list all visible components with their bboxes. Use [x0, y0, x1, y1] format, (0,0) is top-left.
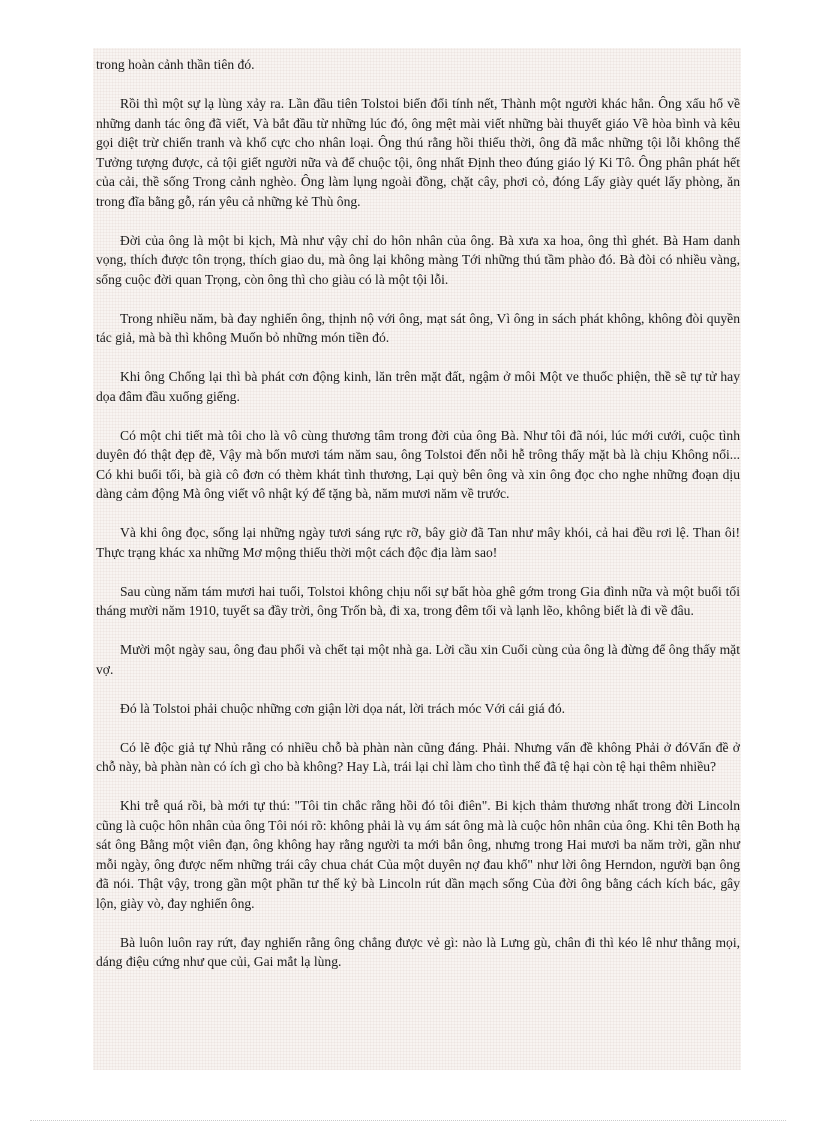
paragraph: trong hoàn cảnh thần tiên đó.	[96, 57, 255, 72]
paragraph: Và khi ông đọc, sống lại những ngày tươi sáng rực rỡ, bây giờ đã Tan như mây khói, cả hai đều rơi lệ. Than ôi! Thực trạng khác xa những Mơ mộng thiếu thời một cách độc địa làm sao!	[96, 525, 740, 560]
paragraph: Khi trễ quá rồi, bà mới tự thú: "Tôi tin chắc rằng hồi đó tôi điên". Bi kịch thảm thương nhất trong đời Lincoln cũng là cuộc hôn nhân của ông Tôi nói rõ: không phải là vụ ám sát ông mà là cuộc hôn nhân của ông. Khi tên Both hạ sát ông Bằng một viên đạn, ông không hay rằng người ta mới bắn ông, nhưng trong Hai mươi ba năm trời, gần như mỗi ngày, ông được nếm những trái cây chua chát Của một duyên nợ đau khổ" như lời ông Herndon, người bạn ông đã nói. Thật vậy, trong gần một phần tư thế kỷ bà Lincoln rút dần mạch sống Của đời ông bằng cách kích bác, gây lộn, giày vò, đay nghiến ông.	[96, 798, 740, 911]
paragraph: Khi ông Chống lại thì bà phát cơn động kinh, lăn trên mặt đất, ngậm ở môi Một ve thuốc phiện, thề sẽ tự tử hay dọa đâm đầu xuống giếng.	[96, 369, 740, 404]
paragraph: Đó là Tolstoi phải chuộc những cơn giận lời dọa nát, lời trách móc Với cái giá đó.	[120, 700, 566, 716]
paragraph: Đời của ông là một bi kịch, Mà như vậy chỉ do hôn nhân của ông. Bà xưa xa hoa, ông thì ghét. Bà Ham danh vọng, thích được tôn trọng, thích giao du, mà ông lại không màng Tới những thú tầm phào đó. Bà đòi có nhiều vàng, sống cuộc đời quan Trọng, còn ông thì cho giàu có là một tội lỗi.	[96, 232, 740, 287]
paragraph: Có lẽ độc giả tự Nhủ rằng có nhiều chỗ bà phàn nàn cũng đáng. Phải. Nhưng vấn đề không Phải ở đóVấn đề ở chỗ này, bà phàn nàn có ích gì cho bà không? Hay Là, trái lại chỉ làm cho tình thế đã tệ hại còn tệ hại thêm nhiều?	[96, 739, 740, 774]
paragraph: Trong nhiều năm, bà đay nghiến ông, thịnh nộ với ông, mạt sát ông, Vì ông in sách phát không, không đòi quyền tác giả, mà bà thì không Muốn bỏ những món tiền đó.	[96, 310, 740, 345]
paragraph: Sau cùng năm tám mươi hai tuổi, Tolstoi không chịu nổi sự bất hòa ghê gớm trong Gia đình nữa và một buổi tối tháng mười năm 1910, tuyết sa đầy trời, ông Trốn bà, đi xa, trong đêm tối và lạnh lẽo, không biết là đi về đâu.	[96, 583, 740, 618]
page-bottom-divider	[30, 1120, 786, 1121]
paragraph: Bà luôn luôn ray rứt, đay nghiến rằng ông chẳng được vẻ gì: nào là Lưng gù, chân đi thì kéo lê như thằng mọi, dáng điệu cứng như que củi, Gai mắt lạ lùng.	[96, 934, 740, 969]
paragraph: Có một chi tiết mà tôi cho là vô cùng thương tâm trong đời của ông Bà. Như tôi đã nói, lúc mới cưới, cuộc tình duyên đó thật đẹp đẽ, Vậy mà bốn mươi tám năm sau, ông Tolstoi đến nỗi hễ trông thấy mặt bà là chịu Không nổi... Có khi buổi tối, bà già cô đơn có thèm khát tình thương, Lại quỳ bên ông và xin ông đọc cho nghe những đoạn dịu dàng cảm động Mà ông viết vô nhật ký để tặng bà, năm mươi năm về trước.	[96, 427, 740, 501]
document-body	[96, 55, 740, 991]
paragraph: Mười một ngày sau, ông đau phổi và chết tại một nhà ga. Lời cầu xin Cuối cùng của ông là đừng để ông thấy mặt vợ.	[96, 642, 740, 677]
paragraph: Rồi thì một sự lạ lùng xảy ra. Lần đầu tiên Tolstoi biến đổi tính nết, Thành một người khác hẳn. Ông xấu hổ về những danh tác ông đã viết, Và bắt đầu từ những lúc đó, ông mệt mài viết những bài thuyết giáo Về hòa bình và kêu gọi diệt trừ chiến tranh và khổ cực cho nhân loại. Ông thú rằng hồi thiếu thời, ông đã mắc những tội lỗi không thể Tưởng tượng được, cả tội giết người nữa và để chuộc tội, ông nhất Định theo đúng giáo lý Ki Tô. Ông phân phát hết của cải, thề sống Trong cảnh nghèo. Ông làm lụng ngoài đồng, chặt cây, phơi cỏ, đóng Lấy giày quét lấy phòng, ăn trong đĩa bằng gỗ, rán yêu cả những kẻ Thù ông.	[96, 96, 740, 209]
